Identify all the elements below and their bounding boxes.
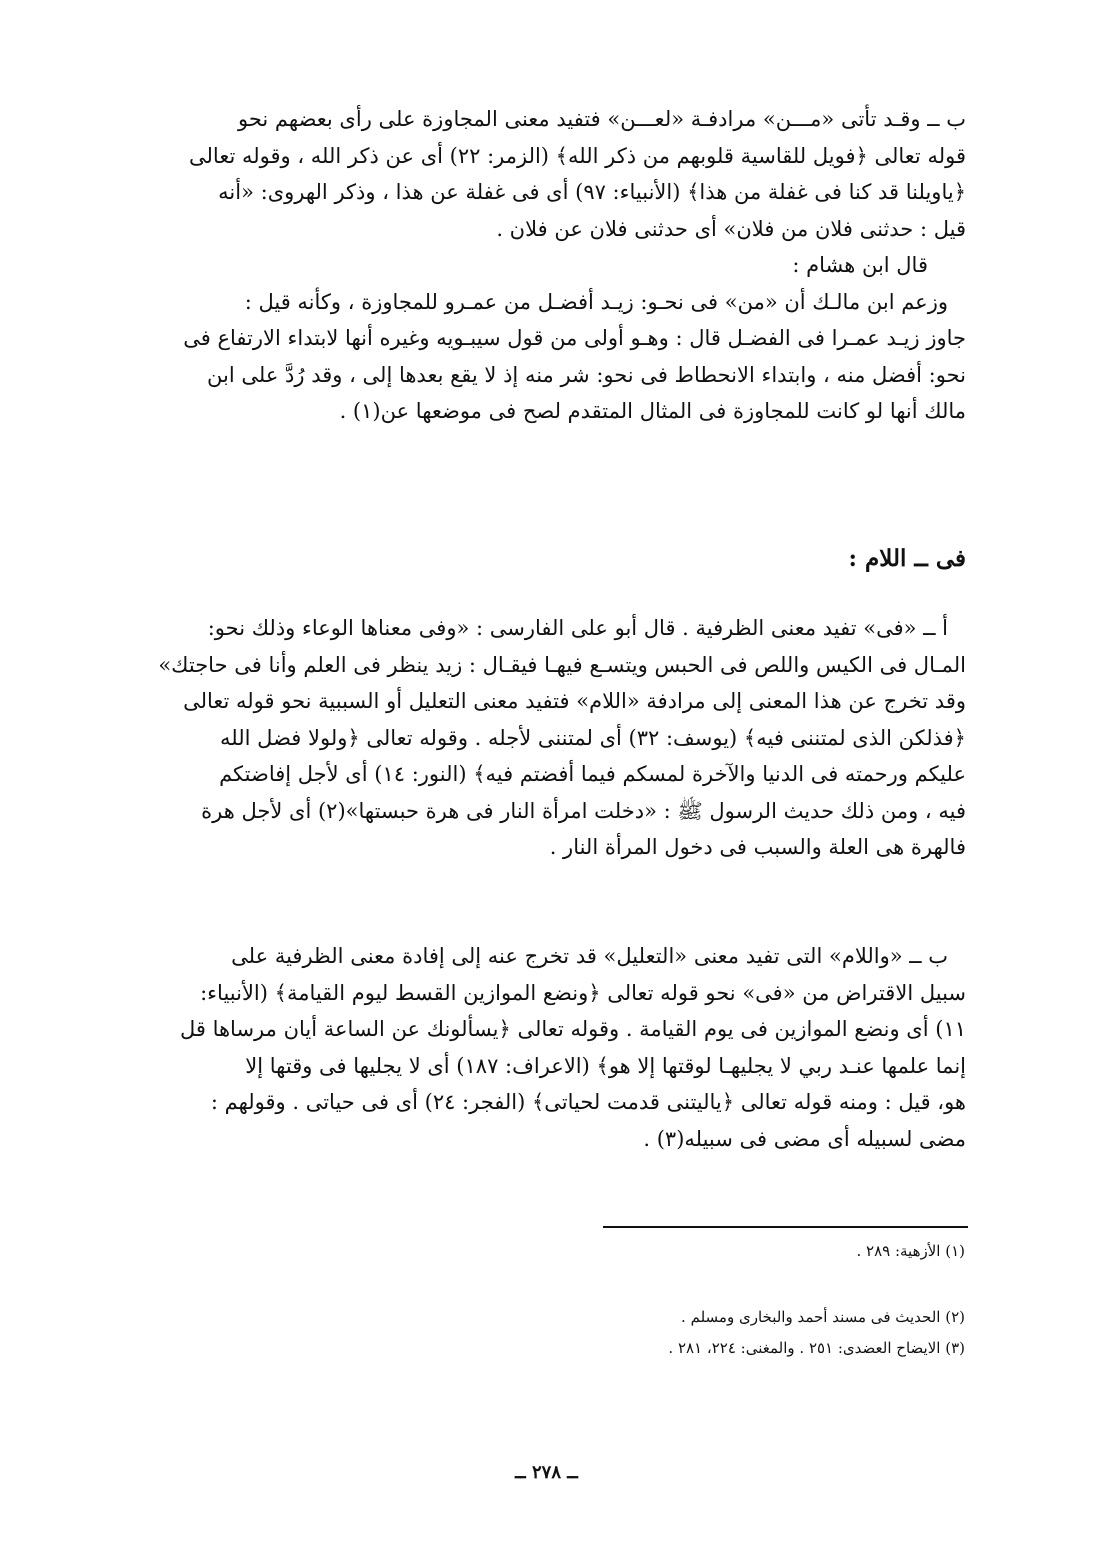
footnote-3: (٣) الايضاح العضدى: ٢٥١ . والمغنى: ٢٢٤، ٢٨١ . [668, 1339, 965, 1357]
text-line: قوله تعالى ﴿فويل للقاسية قلوبهم من ذكر الله﴾ (الزمر: ٢٢) أى عن ذكر الله ، وقوله تعالى [189, 143, 966, 168]
text-line: مالك أنها لو كانت للمجاوزة فى المثال المتقدم لصح فى موضعها عن(١) . [339, 399, 966, 423]
text-line: فيه ، ومن ذلك حديث الرسول ﷺ : «دخلت امرأة النار فى هرة حبستها»(٢) أى لأجل هرة [201, 798, 966, 823]
text-block-2 [128, 610, 966, 866]
text-line: عليكم ورحمته فى الدنيا والآخرة لمسكم فيما أفضتم فيه﴾ (النور: ١٤) أى لأجل إفاضتكم [219, 762, 966, 786]
footnote-2: (٢) الحديث فى مسند أحمد والبخارى ومسلم . [681, 1308, 965, 1326]
text-line: ﴿فذلكن الذى لمتننى فيه﴾ (يوسف: ٣٢) أى لمتننى لأجله . وقوله تعالى ﴿ولولا فضل الله [220, 725, 966, 750]
text-line: أ ــ «فى» تفيد معنى الظرفية . قال أبو على الفارسى : «وفى معناها الوعاء وذلك نحو: [207, 616, 948, 640]
text-line: جاوز زيـد عمـرا فى الفضـل قال : وهـو أولى من قول سيبـويه وغيره أنها لابتداء الارتفاع فى [183, 326, 966, 350]
text-line: المـال فى الكيس واللص فى الحبس ويتسـع فيهـا فيقـال : زيد ينظر فى العلم وأنا فى حاجتك» [158, 652, 966, 677]
paragraph [128, 610, 966, 866]
text-line: فالهرة هى العلة والسبب فى دخول المرأة النار . [549, 835, 966, 859]
paragraph [128, 284, 966, 430]
text-line: إنما علمها عنـد ربي لا يجليهـا لوقتها إلا هو﴾ (الاعراف: ١٨٧) أى لا يجليها فى وقتها إلا [245, 1053, 966, 1078]
footnote-1: (١) الأزهية: ٢٨٩ . [856, 1242, 965, 1260]
text-line: قيل : حدثنى فلان من فلان» أى حدثنى فلان عن فلان . [496, 216, 966, 241]
text-line: ١١) أى ونضع الموازين فى يوم القيامة . وقوله تعالى ﴿يسألونك عن الساعة أيان مرساها قل [179, 1017, 966, 1041]
text-line: ب ــ وقـد تأتى «مـــن» مرادفـة «لعـــن» فتفيد معنى المجاوزة على رأى بعضهم نحو [237, 107, 966, 131]
text-line: هو، قيل : ومنه قوله تعالى ﴿ياليتنى قدمت لحياتى﴾ (الفجر: ٢٤) أى فى حياتى . وقولهم : [210, 1090, 966, 1114]
text-line: ب ــ «واللام» التى تفيد معنى «التعليل» قد تخرج عنه إلى إفادة معنى الظرفية على [231, 944, 948, 968]
text-line: وزعم ابن مالـك أن «من» فى نحـو: زيـد أفضـل من عمـرو للمجاوزة ، وكأنه قيل : [244, 289, 948, 314]
paragraph [128, 938, 966, 1157]
text-line: ﴿ياويلنا قد كنا فى غفلة من هذا﴾ (الأنبياء: ٩٧) أى فى غفلة عن هذا ، وذكر الهروى: «أنه [218, 180, 966, 204]
text-block-1 [128, 101, 966, 430]
paragraph [128, 101, 966, 284]
text-line: قال ابن هشام : [792, 253, 928, 277]
footnote-divider [603, 1226, 968, 1228]
text-line: مضى لسبيله أى مضى فى سبيله(٣) . [643, 1126, 966, 1151]
text-line: وقد تخرج عن هذا المعنى إلى مرادفة «اللام» فتفيد معنى التعليل أو السببية نحو قوله تعالى [183, 689, 966, 713]
text-line: سبيل الاقتراض من «فى» نحو قوله تعالى ﴿ونضع الموازين القسط ليوم القيامة﴾ (الأنبياء: [200, 980, 966, 1005]
text-line: نحو: أفضل منه ، وابتداء الانحطاط فى نحو: شر منه إذ لا يقع بعدها إلى ، وقد رُدَّ على ابن [207, 362, 966, 387]
section-heading: فى ــ اللام : [848, 545, 966, 572]
page-number: ــ ٢٧٨ ــ [515, 1462, 578, 1483]
text-block-3 [128, 938, 966, 1157]
